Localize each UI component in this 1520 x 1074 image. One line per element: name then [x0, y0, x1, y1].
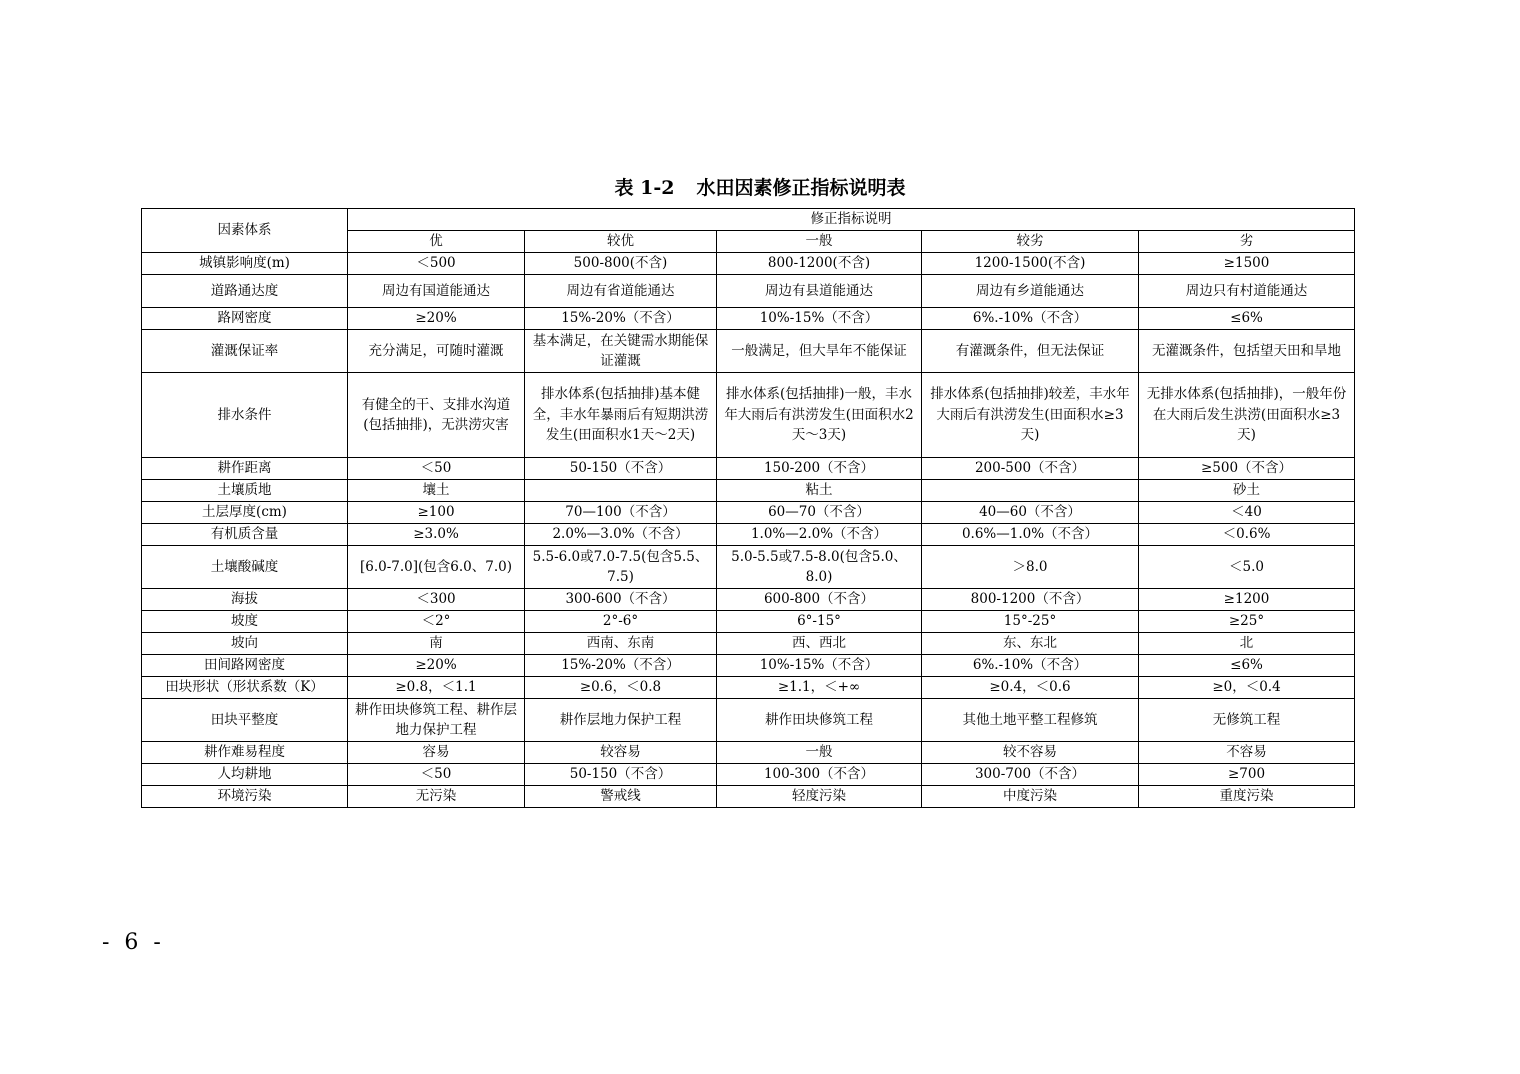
indicator-cell: 1200-1500(不含) — [922, 253, 1139, 275]
factor-name-cell: 田块形状（形状系数（K） — [142, 677, 348, 699]
indicator-cell: ＜50 — [348, 764, 525, 786]
indicator-cell: 排水体系(包括抽排)基本健全，丰水年暴雨后有短期洪涝发生(田面积水1天～2天) — [525, 373, 717, 458]
indicator-cell: 60—70（不含） — [717, 502, 922, 524]
indicator-cell: 15%-20%（不含） — [525, 655, 717, 677]
indicator-cell: ＜5.0 — [1139, 546, 1355, 589]
table-row — [142, 330, 1355, 373]
factor-system-header: 因素体系 — [142, 209, 348, 253]
level-header: 较优 — [525, 231, 717, 253]
table-row — [142, 742, 1355, 764]
table-row — [142, 480, 1355, 502]
factor-name-cell: 土壤质地 — [142, 480, 348, 502]
factor-name-cell: 环境污染 — [142, 786, 348, 808]
indicator-cell: 6°-15° — [717, 611, 922, 633]
indicator-cell: 5.5-6.0或7.0-7.5(包含5.5、7.5) — [525, 546, 717, 589]
indicator-cell: ≥20% — [348, 308, 525, 330]
indicator-cell: 南 — [348, 633, 525, 655]
header-row-1 — [142, 209, 1355, 231]
table-row — [142, 524, 1355, 546]
indicator-cell: 0.6%—1.0%（不含） — [922, 524, 1139, 546]
indicator-cell: 600-800（不含） — [717, 589, 922, 611]
indicator-cell: ≥25° — [1139, 611, 1355, 633]
indicator-cell: 15%-20%（不含） — [525, 308, 717, 330]
factor-name-cell: 有机质含量 — [142, 524, 348, 546]
factor-name-cell: 田间路网密度 — [142, 655, 348, 677]
indicator-cell: ≥100 — [348, 502, 525, 524]
indicator-cell: 800-1200（不含） — [922, 589, 1139, 611]
indicator-cell: 排水体系(包括抽排)一般，丰水年大雨后有洪涝发生(田面积水2天～3天) — [717, 373, 922, 458]
indicator-cell: ≥0.6，＜0.8 — [525, 677, 717, 699]
table-row — [142, 589, 1355, 611]
factor-name-cell: 坡向 — [142, 633, 348, 655]
indicator-cell: ＜50 — [348, 458, 525, 480]
indicator-cell: 800-1200(不含) — [717, 253, 922, 275]
factor-name-cell: 坡度 — [142, 611, 348, 633]
factor-name-cell: 耕作难易程度 — [142, 742, 348, 764]
table-row — [142, 786, 1355, 808]
indicator-cell: 周边只有村道能通达 — [1139, 275, 1355, 308]
indicator-cell: 有灌溉条件，但无法保证 — [922, 330, 1139, 373]
table-name: 水田因素修正指标说明表 — [696, 177, 906, 199]
indicator-cell: 不容易 — [1139, 742, 1355, 764]
indicator-cell: 1.0%—2.0%（不含） — [717, 524, 922, 546]
level-header: 优 — [348, 231, 525, 253]
table-row — [142, 275, 1355, 308]
indicator-cell: ≥1500 — [1139, 253, 1355, 275]
indicator-cell: 一般满足，但大旱年不能保证 — [717, 330, 922, 373]
indicator-cell: 300-600（不含） — [525, 589, 717, 611]
indicator-cell: ≥1.1，＜+∞ — [717, 677, 922, 699]
indicator-cell: ≤6% — [1139, 655, 1355, 677]
indicator-cell: 西南、东南 — [525, 633, 717, 655]
table-row — [142, 699, 1355, 742]
indicator-cell: 100-300（不含） — [717, 764, 922, 786]
indicator-cell: 较容易 — [525, 742, 717, 764]
table-row — [142, 502, 1355, 524]
factor-name-cell: 排水条件 — [142, 373, 348, 458]
indicator-cell: 40—60（不含） — [922, 502, 1139, 524]
level-header: 劣 — [1139, 231, 1355, 253]
indicator-cell: ≥1200 — [1139, 589, 1355, 611]
indicator-cell: ≥700 — [1139, 764, 1355, 786]
indicator-cell: 周边有县道能通达 — [717, 275, 922, 308]
indicator-cell: ≤6% — [1139, 308, 1355, 330]
indicator-cell: 砂土 — [1139, 480, 1355, 502]
factor-name-cell: 耕作距离 — [142, 458, 348, 480]
indicator-cell: 中度污染 — [922, 786, 1139, 808]
indicator-cell: 有健全的干、支排水沟道(包括抽排)，无洪涝灾害 — [348, 373, 525, 458]
indicator-cell: 300-700（不含） — [922, 764, 1139, 786]
factor-name-cell: 土层厚度(cm) — [142, 502, 348, 524]
indicator-cell: 排水体系(包括抽排)较差，丰水年大雨后有洪涝发生(田面积水≥3天) — [922, 373, 1139, 458]
table-row — [142, 546, 1355, 589]
indicator-cell: 一般 — [717, 742, 922, 764]
factor-name-cell: 海拔 — [142, 589, 348, 611]
indicator-cell: 其他土地平整工程修筑 — [922, 699, 1139, 742]
factor-name-cell: 灌溉保证率 — [142, 330, 348, 373]
indicator-cell: [6.0-7.0](包含6.0、7.0) — [348, 546, 525, 589]
indicator-cell: 无污染 — [348, 786, 525, 808]
table-row — [142, 633, 1355, 655]
indicator-cell: 50-150（不含） — [525, 764, 717, 786]
table-row — [142, 655, 1355, 677]
table-row — [142, 373, 1355, 458]
table-row — [142, 764, 1355, 786]
indicator-table — [141, 208, 1355, 808]
indicator-cell — [922, 480, 1139, 502]
indicator-cell: ＜500 — [348, 253, 525, 275]
indicator-cell: 200-500（不含） — [922, 458, 1139, 480]
indicator-cell: 耕作田块修筑工程 — [717, 699, 922, 742]
factor-name-cell: 道路通达度 — [142, 275, 348, 308]
indicator-cell: 东、东北 — [922, 633, 1139, 655]
indicator-cell: 北 — [1139, 633, 1355, 655]
indicator-cell: 10%-15%（不含） — [717, 308, 922, 330]
indicator-cell: 警戒线 — [525, 786, 717, 808]
indicator-cell: 5.0-5.5或7.5-8.0(包含5.0、8.0) — [717, 546, 922, 589]
indicator-cell: 充分满足，可随时灌溉 — [348, 330, 525, 373]
table-row — [142, 677, 1355, 699]
table-number: 表 1-2 — [614, 177, 675, 199]
level-header: 较劣 — [922, 231, 1139, 253]
indicator-cell: 耕作层地力保护工程 — [525, 699, 717, 742]
indicator-cell: ＜2° — [348, 611, 525, 633]
indicator-cell: 6%.-10%（不含） — [922, 308, 1139, 330]
indicator-cell: 10%-15%（不含） — [717, 655, 922, 677]
table-row — [142, 611, 1355, 633]
indicator-cell: ≥500（不含） — [1139, 458, 1355, 480]
indicator-cell — [525, 480, 717, 502]
table-title — [0, 174, 1520, 202]
factor-name-cell: 人均耕地 — [142, 764, 348, 786]
indicator-cell: ≥20% — [348, 655, 525, 677]
page-number: - 6 - — [102, 930, 165, 955]
indicator-cell: 6%.-10%（不含） — [922, 655, 1139, 677]
indicator-cell: 粘土 — [717, 480, 922, 502]
indicator-cell: 无修筑工程 — [1139, 699, 1355, 742]
indicator-cell: 无灌溉条件，包括望天田和旱地 — [1139, 330, 1355, 373]
indicator-cell: ≥0.8，＜1.1 — [348, 677, 525, 699]
factor-name-cell: 田块平整度 — [142, 699, 348, 742]
indicator-cell: ＞8.0 — [922, 546, 1139, 589]
indicator-cell: ＜40 — [1139, 502, 1355, 524]
table-row — [142, 458, 1355, 480]
factor-name-cell: 路网密度 — [142, 308, 348, 330]
indicator-cell: 周边有省道能通达 — [525, 275, 717, 308]
factor-name-cell: 土壤酸碱度 — [142, 546, 348, 589]
indicator-cell: ≥3.0% — [348, 524, 525, 546]
indicator-cell: 重度污染 — [1139, 786, 1355, 808]
indicator-cell: 耕作田块修筑工程、耕作层地力保护工程 — [348, 699, 525, 742]
indicator-cell: 较不容易 — [922, 742, 1139, 764]
indicator-cell: 壤土 — [348, 480, 525, 502]
indicator-cell: 无排水体系(包括抽排)，一般年份在大雨后发生洪涝(田面积水≥3天) — [1139, 373, 1355, 458]
indicator-cell: 50-150（不含） — [525, 458, 717, 480]
indicator-cell: 150-200（不含） — [717, 458, 922, 480]
level-header: 一般 — [717, 231, 922, 253]
indicator-cell: 轻度污染 — [717, 786, 922, 808]
table-row — [142, 253, 1355, 275]
factor-name-cell: 城镇影响度(m) — [142, 253, 348, 275]
indicator-cell: 70—100（不含） — [525, 502, 717, 524]
indicator-cell: 周边有乡道能通达 — [922, 275, 1139, 308]
table-row — [142, 308, 1355, 330]
indicator-cell: 西、西北 — [717, 633, 922, 655]
indicator-cell: 2°-6° — [525, 611, 717, 633]
indicator-cell: 500-800(不含) — [525, 253, 717, 275]
indicator-cell: 15°-25° — [922, 611, 1139, 633]
indicator-cell: 周边有国道能通达 — [348, 275, 525, 308]
indicator-cell: 容易 — [348, 742, 525, 764]
indicator-cell: 基本满足，在关键需水期能保证灌溉 — [525, 330, 717, 373]
indicator-cell: 2.0%—3.0%（不含） — [525, 524, 717, 546]
indicator-cell: ≥0.4，＜0.6 — [922, 677, 1139, 699]
indicator-cell: ＜0.6% — [1139, 524, 1355, 546]
indicator-cell: ＜300 — [348, 589, 525, 611]
indicator-cell: ≥0，＜0.4 — [1139, 677, 1355, 699]
correction-header: 修正指标说明 — [348, 209, 1355, 231]
